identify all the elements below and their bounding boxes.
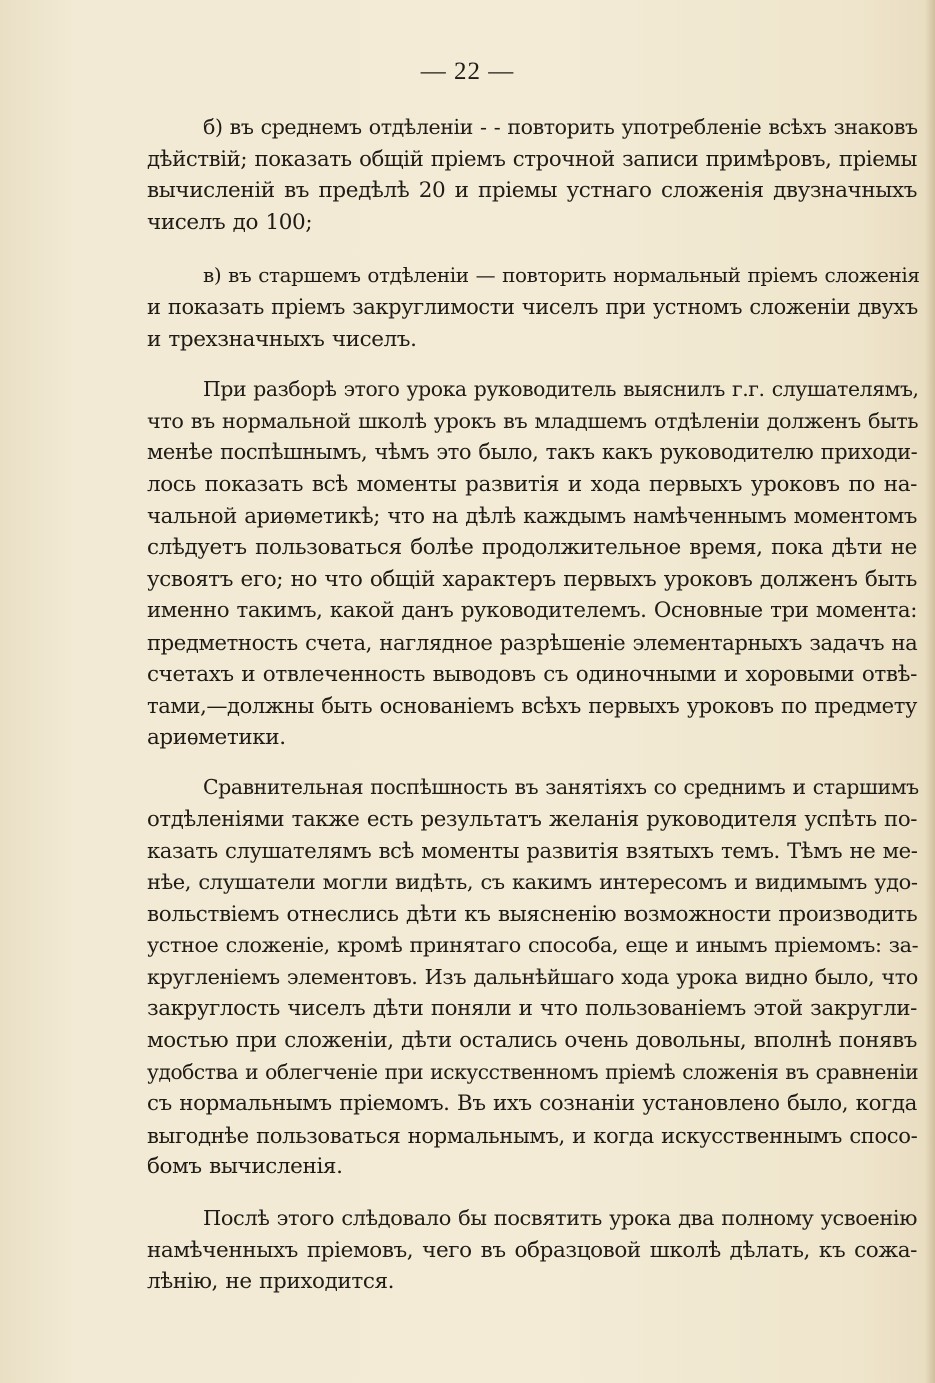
text-line: съ нормальнымъ пріемомъ. Въ ихъ сознаніи установлено было, когда bbox=[147, 1091, 917, 1117]
text-line: отдѣленіями также есть результатъ желанія руководителя успѣть по- bbox=[147, 806, 917, 832]
text-line: вычисленій въ предѣлѣ 20 и пріемы устнаго сложенія двузначныхъ bbox=[147, 178, 917, 204]
page-number: — 22 — bbox=[420, 58, 515, 85]
text-line: устное сложеніе, кромѣ принятаго способа, еще и инымъ пріемомъ: за- bbox=[147, 933, 919, 958]
paragraph-1 bbox=[91, 112, 917, 238]
text-line: Сравнительная поспѣшность въ занятіяхъ со среднимъ и старшимъ bbox=[203, 775, 919, 800]
text-line: дѣйствій; показать общій пріемъ строчной записи примѣровъ, пріемы bbox=[147, 146, 917, 172]
text-line: именно такимъ, какой данъ руководителемъ. Основные три момента: bbox=[147, 598, 917, 624]
text-line: кругленіемъ элементовъ. Изъ дальнѣйшаго хода урока видно было, что bbox=[147, 964, 918, 989]
text-line: предметность счета, наглядное разрѣшеніе элементарныхъ задачъ на bbox=[147, 629, 918, 655]
body-text bbox=[91, 112, 920, 1298]
text-line: менѣе поспѣшнымъ, чѣмъ это было, такъ какъ руководителю приходи- bbox=[147, 440, 918, 465]
paragraph-2 bbox=[91, 260, 920, 355]
text-line: усвоятъ его; но что общій характеръ первыхъ уроковъ долженъ быть bbox=[147, 566, 917, 592]
text-line: казать слушателямъ всѣ моменты развитія взятыхъ темъ. Тѣмъ не ме- bbox=[147, 838, 918, 864]
text-line: лѣнію, не приходится. bbox=[147, 1269, 395, 1295]
text-line: намѣченныхъ пріемовъ, чего въ образцовой школѣ дѣлать, къ сожа- bbox=[147, 1237, 917, 1263]
text-line: чиселъ до 100; bbox=[147, 209, 313, 235]
text-line: тами,—должны быть основаніемъ всѣхъ первыхъ уроковъ по предмету bbox=[147, 693, 917, 719]
text-line: чальной ариѳметикѣ; что на дѣлѣ каждымъ намѣченнымъ моментомъ bbox=[147, 503, 917, 529]
text-line: выгоднѣе пользоваться нормальнымъ, и когда искусственнымъ спосо- bbox=[147, 1122, 918, 1148]
text-line: ариѳметики. bbox=[147, 724, 286, 750]
text-line: б) въ среднемъ отдѣленіи - - повторить употребленіе всѣхъ знаковъ bbox=[203, 115, 918, 139]
paragraph-5 bbox=[91, 1203, 917, 1298]
page-edge-shadow bbox=[925, 0, 935, 1383]
text-line: счетахъ и отвлеченность выводовъ съ одиночными и хоровыми отвѣ- bbox=[147, 661, 917, 687]
text-line: слѣдуетъ пользоваться болѣе продолжительное время, пока дѣти не bbox=[147, 535, 917, 561]
text-line: что въ нормальной школѣ урокъ въ младшемъ отдѣленіи долженъ быть bbox=[147, 408, 919, 433]
text-line: нѣе, слушатели могли видѣть, съ какимъ интересомъ и видимымъ удо- bbox=[147, 870, 918, 895]
text-line: вольствіемъ отнеслись дѣти къ выясненію возможности производить bbox=[147, 901, 918, 927]
text-line: лось показать всѣ моменты развитія и хода первыхъ уроковъ по на- bbox=[147, 471, 917, 497]
text-line: Послѣ этого слѣдовало бы посвятить урока два полному усвоенію bbox=[203, 1206, 917, 1230]
text-line: мостью при сложеніи, дѣти остались очень довольны, вполнѣ понявъ bbox=[147, 1028, 917, 1054]
text-line: бомъ вычисленія. bbox=[147, 1154, 343, 1180]
text-line: в) въ старшемъ отдѣленіи — повторить нормальный пріемъ сложенія bbox=[203, 263, 920, 288]
text-line: и показать пріемъ закруглимости чиселъ при устномъ сложеніи двухъ bbox=[147, 294, 918, 319]
text-line: закруглость чиселъ дѣти поняли и что пользованіемъ этой закругли- bbox=[147, 996, 917, 1022]
text-line: При разборѣ этого урока руководитель выяснилъ г.г. слушателямъ, bbox=[203, 377, 919, 402]
text-line: и трехзначныхъ чиселъ. bbox=[147, 326, 417, 352]
paragraph-3 bbox=[91, 374, 917, 753]
text-line: удобства и облегченіе при искусственномъ пріемѣ сложенія въ сравненіи bbox=[147, 1059, 919, 1084]
paragraph-4 bbox=[91, 772, 917, 1183]
